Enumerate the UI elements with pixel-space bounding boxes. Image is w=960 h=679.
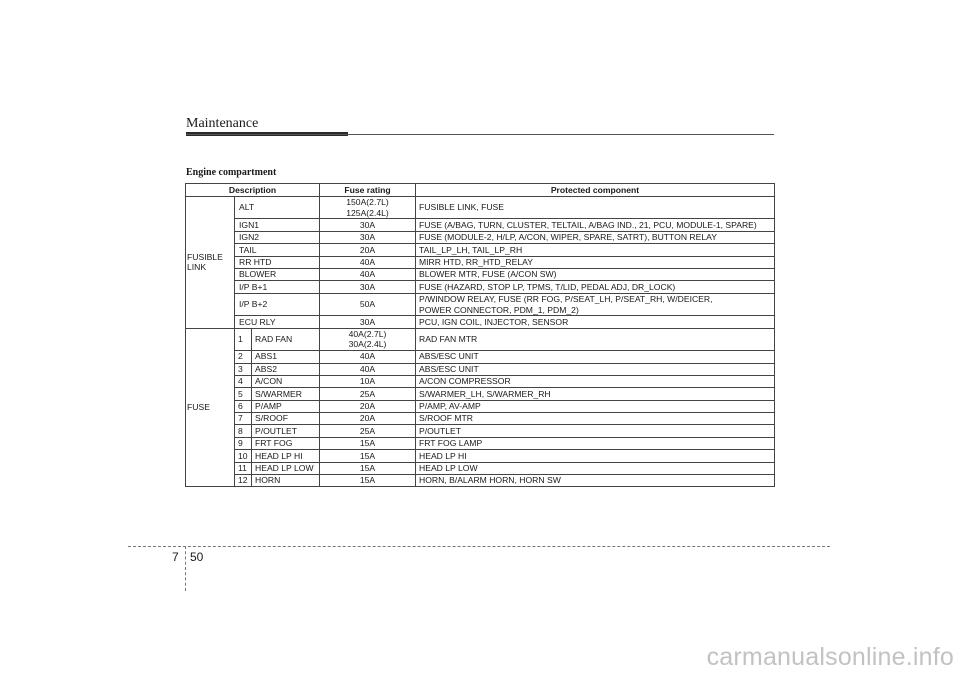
footer-rule xyxy=(128,546,830,547)
fuse-name: A/CON xyxy=(252,375,320,387)
fuse-rating xyxy=(320,256,416,268)
protected-component xyxy=(416,437,775,449)
protected-component xyxy=(416,375,775,387)
fuse-number: 4 xyxy=(235,375,252,387)
protected-component xyxy=(416,256,775,268)
fuse-number: 7 xyxy=(235,413,252,425)
protected-component-line: TAIL_LP_LH, TAIL_LP_RH xyxy=(419,244,523,255)
fuse-name: P/OUTLET xyxy=(252,425,320,437)
table-row xyxy=(186,256,775,268)
table-row xyxy=(186,388,775,400)
section-title: Engine compartment xyxy=(186,167,277,178)
table-row xyxy=(186,197,775,219)
fuse-rating-line: 25A xyxy=(359,425,376,436)
fuse-rating xyxy=(320,328,416,350)
table-row xyxy=(186,351,775,363)
fuse-rating xyxy=(320,437,416,449)
fuse-number: 1 xyxy=(235,328,252,350)
fuse-rating xyxy=(320,219,416,231)
protected-component xyxy=(416,316,775,328)
header-description: Description xyxy=(186,184,320,197)
protected-component xyxy=(416,269,775,281)
fuse-number: 11 xyxy=(235,462,252,474)
protected-component-line: FUSE (A/BAG, TURN, CLUSTER, TELTAIL, A/BAG IND., 21, PCU, MODULE-1, SPARE) xyxy=(419,219,757,230)
fuse-rating xyxy=(320,281,416,293)
fuse-number: 12 xyxy=(235,475,252,487)
table-row xyxy=(186,400,775,412)
fuse-name: FRT FOG xyxy=(252,437,320,449)
fuse-rating-line: 40A xyxy=(359,256,376,267)
table-row xyxy=(186,462,775,474)
page-number: 50 xyxy=(190,550,204,564)
protected-component-line: P/AMP, AV-AMP xyxy=(419,401,481,412)
fuse-name: S/ROOF xyxy=(252,413,320,425)
fuse-name: RAD FAN xyxy=(252,328,320,350)
fuse-name: ABS2 xyxy=(252,363,320,375)
protected-component-line: FRT FOG LAMP xyxy=(419,438,483,449)
fuse-table xyxy=(185,183,775,487)
fuse-name: ALT xyxy=(235,197,320,219)
protected-component xyxy=(416,231,775,243)
header-protected-component: Protected component xyxy=(416,184,775,197)
fuse-rating-line: 20A xyxy=(359,244,376,255)
protected-component xyxy=(416,244,775,256)
fuse-rating-line: 40A xyxy=(359,269,376,280)
protected-component-line: S/WARMER_LH, S/WARMER_RH xyxy=(419,388,551,399)
header-fuse-rating: Fuse rating xyxy=(320,184,416,197)
table-row xyxy=(186,328,775,350)
fuse-rating-line: 125A(2.4L) xyxy=(346,207,389,218)
protected-component-line: ABS/ESC UNIT xyxy=(419,363,479,374)
protected-component-line: BLOWER MTR, FUSE (A/CON SW) xyxy=(419,269,557,280)
protected-component xyxy=(416,475,775,487)
protected-component xyxy=(416,462,775,474)
protected-component xyxy=(416,197,775,219)
protected-component-line: HEAD LP HI xyxy=(419,450,467,461)
fuse-number: 9 xyxy=(235,437,252,449)
fuse-group xyxy=(186,328,775,487)
fuse-rating xyxy=(320,363,416,375)
table-row xyxy=(186,293,775,315)
table-row xyxy=(186,363,775,375)
table-row xyxy=(186,437,775,449)
table-row xyxy=(186,244,775,256)
fuse-rating-line: 15A xyxy=(359,462,376,473)
protected-component-line: MIRR HTD, RR_HTD_RELAY xyxy=(419,256,533,267)
fuse-rating xyxy=(320,400,416,412)
table-row xyxy=(186,413,775,425)
protected-component-line: FUSIBLE LINK, FUSE xyxy=(419,202,505,213)
fuse-rating xyxy=(320,351,416,363)
fuse-rating xyxy=(320,316,416,328)
fuse-rating xyxy=(320,475,416,487)
fuse-number: 3 xyxy=(235,363,252,375)
fuse-name: I/P B+1 xyxy=(235,281,320,293)
fuse-name: IGN2 xyxy=(235,231,320,243)
fuse-rating xyxy=(320,197,416,219)
fuse-rating xyxy=(320,375,416,387)
fuse-rating-line: 20A xyxy=(359,401,376,412)
fuse-name: I/P B+2 xyxy=(235,293,320,315)
fuse-number: 2 xyxy=(235,351,252,363)
table-row xyxy=(186,231,775,243)
fusible-link-group xyxy=(186,197,775,329)
fuse-rating-line: 40A xyxy=(359,351,376,362)
group-label: FUSE xyxy=(186,328,235,487)
fuse-rating xyxy=(320,244,416,256)
watermark-text: carmanualsonline.info xyxy=(706,643,954,671)
fuse-name: HEAD LP HI xyxy=(252,450,320,462)
protected-component-line: FUSE (MODULE-2, H/LP, A/CON, WIPER, SPARE, SATRT), BUTTON RELAY xyxy=(419,232,717,243)
fuse-rating xyxy=(320,413,416,425)
fuse-number: 10 xyxy=(235,450,252,462)
protected-component-line: RAD FAN MTR xyxy=(419,334,478,345)
protected-component xyxy=(416,363,775,375)
fuse-rating-line: 15A xyxy=(359,475,376,486)
fuse-name: P/AMP xyxy=(252,400,320,412)
protected-component-line: HORN, B/ALARM HORN, HORN SW xyxy=(419,475,561,486)
fuse-number: 5 xyxy=(235,388,252,400)
header-rule xyxy=(186,134,774,135)
fuse-rating xyxy=(320,231,416,243)
fuse-rating xyxy=(320,269,416,281)
fuse-name: ABS1 xyxy=(252,351,320,363)
protected-component-line: S/ROOF MTR xyxy=(419,413,473,424)
protected-component-line: ABS/ESC UNIT xyxy=(419,351,479,362)
fuse-rating-line: 40A(2.7L) xyxy=(348,328,387,339)
fuse-rating-line: 30A xyxy=(359,219,376,230)
table-row xyxy=(186,475,775,487)
protected-component-line: PCU, IGN COIL, INJECTOR, SENSOR xyxy=(419,316,569,327)
protected-component-line: HEAD LP LOW xyxy=(419,462,478,473)
fuse-rating-line: 50A xyxy=(359,299,376,310)
fuse-rating-line: 30A(2.4L) xyxy=(348,339,387,350)
protected-component xyxy=(416,388,775,400)
fuse-number: 6 xyxy=(235,400,252,412)
fuse-rating xyxy=(320,425,416,437)
protected-component xyxy=(416,450,775,462)
fuse-name: IGN1 xyxy=(235,219,320,231)
fuse-rating-line: 30A xyxy=(359,316,376,327)
fuse-rating-line: 30A xyxy=(359,232,376,243)
protected-component xyxy=(416,281,775,293)
fuse-rating-line: 10A xyxy=(359,376,376,387)
fuse-rating-line: 150A(2.7L) xyxy=(346,197,389,207)
fuse-number: 8 xyxy=(235,425,252,437)
protected-component xyxy=(416,425,775,437)
table-row xyxy=(186,219,775,231)
table-row xyxy=(186,450,775,462)
table-header-row xyxy=(186,184,775,197)
protected-component xyxy=(416,413,775,425)
protected-component-line: A/CON COMPRESSOR xyxy=(419,376,511,387)
table-row xyxy=(186,375,775,387)
table-row xyxy=(186,425,775,437)
fuse-rating xyxy=(320,450,416,462)
fuse-name: S/WARMER xyxy=(252,388,320,400)
chapter-number: 7 xyxy=(172,550,179,564)
table-row xyxy=(186,316,775,328)
protected-component xyxy=(416,328,775,350)
fuse-name: TAIL xyxy=(235,244,320,256)
fuse-name: HEAD LP LOW xyxy=(252,462,320,474)
fuse-rating xyxy=(320,462,416,474)
fuse-name: RR HTD xyxy=(235,256,320,268)
fuse-rating-line: 15A xyxy=(359,450,376,461)
protected-component-line: P/WINDOW RELAY, FUSE (RR FOG, P/SEAT_LH, P/SEAT_RH, W/DEICER, xyxy=(419,293,713,304)
footer-divider xyxy=(185,546,186,591)
protected-component-line: FUSE (HAZARD, STOP LP, TPMS, T/LID, PEDAL ADJ, DR_LOCK) xyxy=(419,281,676,292)
fuse-rating-line: 40A xyxy=(359,363,376,374)
table-row xyxy=(186,281,775,293)
group-label: FUSIBLE LINK xyxy=(186,197,235,329)
fuse-rating xyxy=(320,388,416,400)
fuse-name: ECU RLY xyxy=(235,316,320,328)
fuse-rating-line: 25A xyxy=(359,388,376,399)
protected-component-line: POWER CONNECTOR, PDM_1, PDM_2) xyxy=(419,304,579,315)
fuse-rating-line: 30A xyxy=(359,281,376,292)
fuse-name: HORN xyxy=(252,475,320,487)
table-row xyxy=(186,269,775,281)
page-header-title: Maintenance xyxy=(186,116,259,131)
protected-component xyxy=(416,219,775,231)
fuse-name: BLOWER xyxy=(235,269,320,281)
fuse-rating-line: 20A xyxy=(359,413,376,424)
fuse-rating-line: 15A xyxy=(359,438,376,449)
protected-component xyxy=(416,351,775,363)
protected-component xyxy=(416,400,775,412)
protected-component xyxy=(416,293,775,315)
protected-component-line: P/OUTLET xyxy=(419,425,462,436)
fuse-rating xyxy=(320,293,416,315)
